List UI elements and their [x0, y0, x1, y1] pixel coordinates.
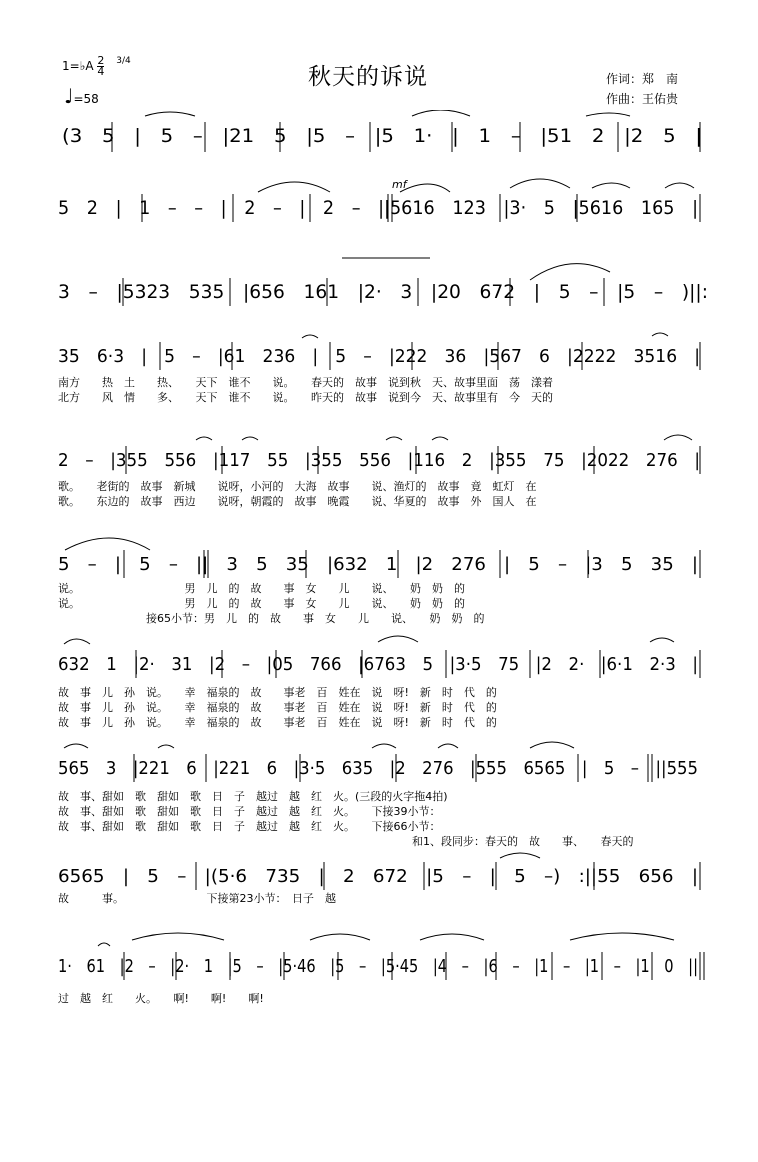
- music-line-5: [0, 430, 758, 478]
- lyrics-line-8-verse-1: 故 事、甜如 歌 甜如 歌 日 子 越过 越 红 火。(三段的火字拖4拍): [58, 790, 448, 803]
- lyrics-line-8-verse-3: 故 事、甜如 歌 甜如 歌 日 子 越过 越 红 火。 下接66小节：: [58, 820, 441, 833]
- lyrics-line-4-verse-2: 北方 风 情 多、 天下 谁不 说。 昨天的 故事 说到今 天、故事里有 今 天的: [58, 391, 553, 404]
- music-line-2: [0, 174, 758, 226]
- composer-credit: 作曲：王佑贵: [606, 92, 679, 106]
- music-line-10: [0, 930, 758, 984]
- music-line-3: [0, 252, 758, 308]
- lyrics-line-6-verse-3: 接65小节：男 儿 的 故 事 女 儿 说、 奶 奶 的: [58, 612, 485, 625]
- music-line-7: [0, 632, 758, 684]
- lyrics-line-8-verse-4: 和1、段同步：春天的 故 事、 春天的: [412, 835, 634, 848]
- notes-line-8: 565 3 |221 6 |221 6 |3·5 635 |2 276 |555 6565 | 5 – ||555: [58, 758, 698, 779]
- notes-line-4: 35 6·3 | 5 – |61 236 | 5 – |222 36 |567 6 |2222 3516 |: [58, 346, 700, 367]
- lyrics-line-5-verse-1: 歌。 老街的 故事 新城 说呀，小河的 大海 故事 说、渔灯的 故事 竟 虹灯 在: [58, 480, 537, 493]
- dynamic-mf: mf: [392, 178, 407, 191]
- lyrics-line-5-verse-2: 歌。 东边的 故事 西边 说呀，朝霞的 故事 晚霞 说、华夏的 故事 外 国人 在: [58, 495, 537, 508]
- notes-line-5: 2 – |355 556 |117 55 |355 556 |116 2 |355 75 |2022 276 |: [58, 450, 700, 471]
- lyrics-line-6-verse-2: 说。 男 儿 的 故 事 女 儿 说、 奶 奶 的: [58, 597, 465, 610]
- notes-line-6: 5 – | 5 – || 3 5 35 |632 1 |2 276 | 5 – |3 5 35 |: [58, 554, 698, 575]
- notes-line-10: 1· 61 |2 – |2· 1 |5 – |5·46 |5 – |5·45 |4 – |6 – |1 – |1 – |1 0 ||: [58, 956, 698, 977]
- music-line-1: [0, 110, 758, 160]
- music-line-4: [0, 330, 758, 374]
- lyrics-line-9: 故 事。 下接第23小节： 日子 越: [58, 892, 336, 905]
- music-line-8: [0, 738, 758, 788]
- lyricist-credit: 作词：郑 南: [606, 72, 679, 86]
- tempo-marking: ♩=58: [64, 84, 99, 108]
- lyrics-line-7-verse-3: 故 事 儿 孙 说。 幸 福泉的 故 事老 百 姓在 说 呀! 新 时 代 的: [58, 716, 497, 729]
- notes-line-3: 3 – |5323 535 |656 161 |2· 3 |20 672 | 5 – |5 – )||:: [58, 281, 708, 303]
- music-line-9: [0, 848, 758, 896]
- key-signature: 1=♭A $\frac{2}{4}$ $^{3/4}$: [62, 54, 131, 78]
- lyrics-line-7-verse-1: 故 事 儿 孙 说。 幸 福泉的 故 事老 百 姓在 说 呀! 新 时 代 的: [58, 686, 497, 699]
- song-title: 秋天的诉说: [308, 64, 428, 90]
- lyrics-line-7-verse-2: 故 事 儿 孙 说。 幸 福泉的 故 事老 百 姓在 说 呀! 新 时 代 的: [58, 701, 497, 714]
- lyrics-line-4-verse-1: 南方 热 土 热、 天下 谁不 说。 春天的 故事 说到秋 天、故事里面 荡 漾着: [58, 376, 553, 389]
- lyrics-line-8-verse-2: 故 事、甜如 歌 甜如 歌 日 子 越过 越 红 火。 下接39小节：: [58, 805, 441, 818]
- notes-line-9: 6565 | 5 – |(5·6 735 | 2 672 |5 – | 5 –) :||55 656 |: [58, 866, 699, 887]
- notes-line-2: 5 2 | 1 – – | 2 – | 2 – ||5616 123 |3· 5 |5616 165 |: [58, 197, 698, 219]
- lyrics-line-6-verse-1: 说。 男 儿 的 故 事 女 儿 说、 奶 奶 的: [58, 582, 465, 595]
- notes-line-1: (3 5 | 5 – |21 5 |5 – |5 1· | 1 – |51 2 |2 5 |: [62, 125, 702, 147]
- lyrics-line-10: 过 越 红 火。 啊! 啊! 啊!: [58, 992, 264, 1005]
- music-line-6: [0, 530, 758, 582]
- notes-line-7: 632 1 |2· 31 |2 – |05 766 |6763 5 |3·5 75 |2 2· |6·1 2·3 |: [58, 654, 698, 675]
- quarter-note-icon: ♩: [64, 84, 74, 108]
